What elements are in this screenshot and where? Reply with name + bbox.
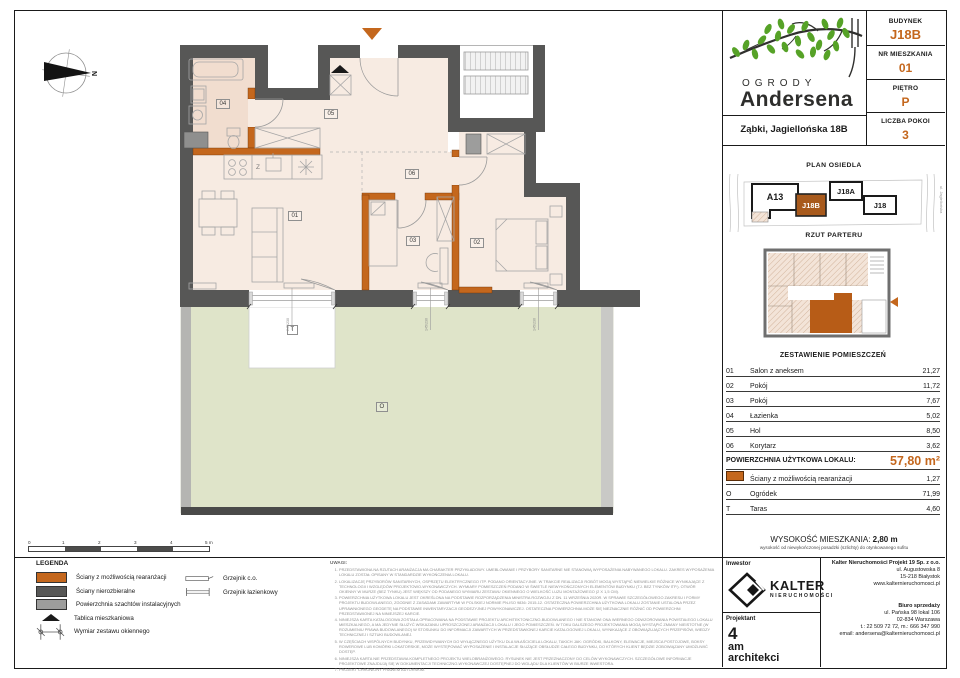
divider: [14, 557, 945, 558]
height-note: WYSOKOŚĆ MIESZKANIA: 2,80 m wysokość od niewykończonej posadzki (szlichty) do otynkowanego sufitu: [759, 535, 909, 550]
total-area-row: POWIERZCHNIA UŻYTKOWA LOKALU: 57,80 m²: [726, 452, 940, 470]
window-dim-legend-icon: [36, 623, 65, 641]
building-j18-label: J18: [873, 201, 887, 210]
ground-floor-miniplan: [722, 244, 946, 344]
room-label-04: 04: [216, 99, 230, 109]
room-label-03: 03: [406, 236, 420, 246]
ground-floor-title: RZUT PARTERU: [805, 232, 863, 239]
legend-item: Powierzchnia szachtów instalacyjnych: [36, 598, 326, 612]
window-dim: 145/230: [424, 318, 429, 331]
window-dim: 145/230: [532, 318, 537, 331]
building-j18b-label: J18B: [802, 201, 820, 210]
email: email: andersena@kalternieruchomosci.pl: [839, 631, 940, 637]
site-plan-map: [722, 172, 946, 234]
legend-item: Ściany nierozbieralne: [36, 585, 326, 599]
garden-label: O: [376, 402, 388, 412]
contact-block: Kalter Nieruchomości Projekt 19 Sp. z o.o. ul. Augustowska 8 15-218 Białystok www.kalternieruchomosci.pl Biuro sprzedaży ul. Pańska 98 lokal 106 02-834 Warszawa t.: 22 509 72 72, m.: 666 347 990 email: andersena@kalternieruchomosci.pl: [824, 560, 940, 638]
scale-bar: 0 1 2 3 4 5 m: [28, 540, 218, 554]
apartment-number-label: NR MIESZKANIA: [878, 51, 933, 58]
table-row-extra: O Ogródek 71,99: [726, 485, 940, 500]
note-item: 4. NINIEJSZA KARTA KATALOGOWA ZOSTAŁA OPRACOWANA NA PODSTAWIE PROJEKTU ARCHITEKTONICZNO-BUDOWLANEGO I NIE STANOWI ONA WIERNEGO ODWZOROWANIA POWSTAŁEGO LOKALU MIESZKALNEGO, A MA JEDYNIE SŁUŻYĆ WSKAZANIU UPROSZCZONEJ ARANŻACJI LOKALU I JEGO POMIESZCZEŃ. W TOKU DALSZEGO PROJEKTOWANIA MOGĄ WYSTĄPIĆ ZMIANY NIEISTOTNE (W ROZUMIENIU PRAWA BUDOWLANEGO) W STOSUNKU DO INFORMACJI ZAWARTYCH W PRZEDSTAWIONEJ KARCIE KATALOGOWEJ LOKALU, WYNIKAJĄCE Z OBOWIĄZUJĄCYCH PRZEPISÓW, WIEDZY TECHNICZNEJ I SZTUKI BUDOWLANEJ.: [339, 617, 714, 637]
note-item: 5. W CZĘŚCIACH WSPÓLNYCH BUDYNKU, PRZEWIDYWANYCH DO WYŁĄCZNEGO UŻYTKU DLA WŁAŚCICIELA LOKALU, TAKICH JAK: OGRÓDKI, BALKONY, ELEWACJE, MIEJSCA POSTOJOWE, BOKSY ROWEROWE LUB KOMÓRKI LOKATORSKIE, MOŻE WYSTĘPOWAĆ WYPOSAŻENIE I INSTALACJE SŁUŻĄCE OBSŁUDZE CAŁEGO BUDYNKU, DO KTÓRYCH KLIENT BĘDZIE ZOBOWIĄZANY UMOŻLIWIĆ DOSTĘP.: [339, 639, 714, 654]
room-label-05: 05: [324, 109, 338, 119]
rooms-count-label: LICZBA POKOI: [881, 118, 930, 125]
shaft-swatch: [36, 599, 67, 610]
table-row-extra: Ściany z możliwością rearanżacji 1,27: [726, 470, 940, 485]
legend-item: Ściany z możliwością rearanżacji: [36, 571, 326, 585]
divider: [722, 115, 866, 116]
table-row: 01 Salon z aneksem 21,27: [726, 362, 940, 377]
table-row-extra: T Taras 4,60: [726, 500, 940, 515]
radiator-bathroom-icon: [185, 587, 214, 597]
building-a13-label: A13: [766, 192, 784, 202]
rooms-count-value: 3: [902, 128, 909, 142]
table-row: 05 Hol 8,50: [726, 422, 940, 437]
window-dim: 245/230: [286, 318, 290, 331]
brand-tree-logo: [724, 14, 864, 86]
table-row: 06 Korytarz 3,62: [726, 437, 940, 452]
rooms-table-title: ZESTAWIENIE POMIESZCZEŃ: [779, 352, 887, 359]
divider: [866, 112, 945, 113]
table-row: 04 Łazienka 5,02: [726, 407, 940, 422]
apartment-number-value: 01: [898, 61, 913, 75]
company-name: Kalter Nieruchomości Projekt 19 Sp. z o.o.: [831, 560, 940, 566]
divider: [820, 557, 821, 667]
orange-wall-swatch: [36, 572, 67, 583]
legend-item: Tablica mieszkaniowa: [36, 612, 326, 626]
room-label-06: 06: [405, 169, 419, 179]
note-item: 6. NINIEJSZA KARTA NIE PRZEDSTAWIA KOMPLETNEGO PROJEKTU WIELOBRANŻOWEGO. RYSUNEK NIE JEST PRZEZNACZONY DO CELÓW WYKONAWCZYCH. SZCZEGÓŁOWE INFORMACJE PROJEKTOWE ZNAJDUJĄ SIĘ W DOKUMENTACJI TECHNICZNO-WYKONAWCZEJ DOSTĘPNEJ DO WGLĄDU DLA KLIENTÓW W BIURZE INWESTORA.: [339, 656, 714, 666]
rearrangeable-swatch: [726, 471, 744, 481]
kalter-logo-icon: [728, 572, 768, 608]
radiator-co-icon: [185, 574, 214, 584]
street-label: ul. Jagiellońska: [939, 186, 944, 214]
room-label-01: 01: [288, 211, 302, 221]
building-label: BUDYNEK: [888, 18, 923, 25]
note-item: 1. PRZEDSTAWIONA NA RZUTACH ARANŻACJA MA CHARAKTER PRZYKŁADOWY. UMEBLOWANIE I PRZYBORY SANITARNE NIE STANOWIĄ WYPOSAŻENIA NABYWANEGO LOKALU. ZAKRES WYPOSAŻENIA LOKALU ZOSTAŁ OPISANY W STANDARDZIE WYKOŃCZENIA LOKALU.: [339, 567, 714, 577]
terrace-label: T: [287, 325, 298, 335]
note-item: 3. POWIERZCHNIA UŻYTKOWA LOKALU JEST OKREŚLONA NA PODSTAWIE ROZPORZĄDZENIA MINISTRA ROZWOJU Z DN. 11 WRZEŚNIA 2020R. W SPRAWIE SZCZEGÓŁOWEGO ZAKRESU I FORMY PROJEKTU BUDOWLANEGO, ZGODNIE Z ZASADAMI ZAWARTYMI W POLSKIEJ NORMIE PN-ISO 9836: 2015-12. OSTATECZNA POWIERZCHNIA UŻYTKOWA LOKALU ZOSTANIE USTALONA PRZEZ UPRAWNIONEGO GEODETĘ NA PODSTAWIE INWENTARYZACJI GEODEZYJNEJ POWYKONAWCZEJ. OSTATECZNA POWIERZCHNIA MOŻE SIĘ NIEZNACZNIE RÓŻNIĆ OD POWIERZCHNI PRZEDSTAWIONEJ NA NINIEJSZEJ KARCIE.: [339, 595, 714, 615]
height-value: 2,80 m: [872, 535, 898, 544]
company-website: www.kalternieruchomosci.pl: [873, 581, 940, 588]
kalter-wordmark: KALTER: [770, 578, 825, 593]
sink-label: Z: [256, 164, 260, 171]
legend-column-2: [185, 572, 325, 599]
mini-entrance-arrow: [890, 297, 898, 307]
designer-label: Projektant: [726, 616, 756, 622]
building-j18a-label: J18A: [837, 187, 855, 196]
table-row: 02 Pokój 11,72: [726, 377, 940, 392]
notes-title: UWAGI:: [330, 560, 348, 565]
table-row: 03 Pokój 7,67: [726, 392, 940, 407]
floor-label: PIĘTRO: [892, 85, 919, 92]
brand-top-text: OGRODY: [742, 78, 817, 89]
sales-office-label: Biuro sprzedaży: [898, 602, 940, 609]
address-text: Ząbki, Jagiellońska 18B: [740, 124, 848, 135]
kalter-sub-wordmark: NIERUCHOMOŚCI: [770, 593, 834, 599]
divider: [722, 145, 945, 146]
rooms-table: [726, 352, 940, 515]
legend-item: Grzejnik c.o.: [185, 572, 325, 586]
total-area-value: 57,80 m²: [889, 453, 940, 468]
svg-text:N: N: [90, 71, 97, 77]
divider: [866, 79, 945, 80]
note-item: 7. PROJEKT CHRONIONY PRAWEM AUTORSKIM.: [339, 667, 714, 672]
divider: [866, 45, 945, 46]
phone-numbers: t.: 22 509 72 72, m.: 666 347 990: [860, 623, 940, 630]
info-board-legend-icon: [36, 613, 65, 623]
floor-value: P: [901, 95, 910, 109]
studio-wordmark: 4 am architekci: [728, 624, 780, 664]
note-item: 2. LOKALIZACJĘ PRZYBORÓW SANITARNYCH, OSPRZĘTU ELEKTRYCZNEGO ITP. PODANO ORIENTACYJNIE. W TRAKCIE REALIZACJI ROBÓT MOGĄ WYSTĄPIĆ NIEWIELKIE RÓŻNICE WYNIKAJĄCE Z TECHNOLOGII I WZGLĘDÓW PROJEKTOWO-WYKONAWCZYCH. WYMIARY POMIESZCZEŃ PODANO W ŚWIETLE NIEWYKOŃCZONYCH ELEMENTÓW BUDYNKU (TJ. BEZ TYNKÓW ITP.). OTWÓR OKIENNY W MURZE (BEZ TYNKU) JEST WIĘKSZY OD PODANEGO WYMIARU ZESTAWU OKIENNEGO O WIELKOŚĆ LUZU MONTAŻOWEGO (2 X 1,5 CM).: [339, 579, 714, 594]
dark-wall-swatch: [36, 586, 67, 597]
legend-item: Grzejnik łazienkowy: [185, 586, 325, 600]
notes-block: [330, 560, 714, 674]
site-plan-title: PLAN OSIEDLA: [806, 162, 862, 169]
legend-title: LEGENDA: [36, 560, 69, 567]
room-label-02: 02: [470, 238, 484, 248]
divider: [722, 612, 820, 613]
investor-label: Inwestor: [726, 561, 751, 567]
building-value: J18B: [889, 27, 922, 42]
brand-name-text: Andersena: [740, 88, 854, 111]
legend-item: Wymiar zestawu okiennego: [36, 625, 326, 639]
